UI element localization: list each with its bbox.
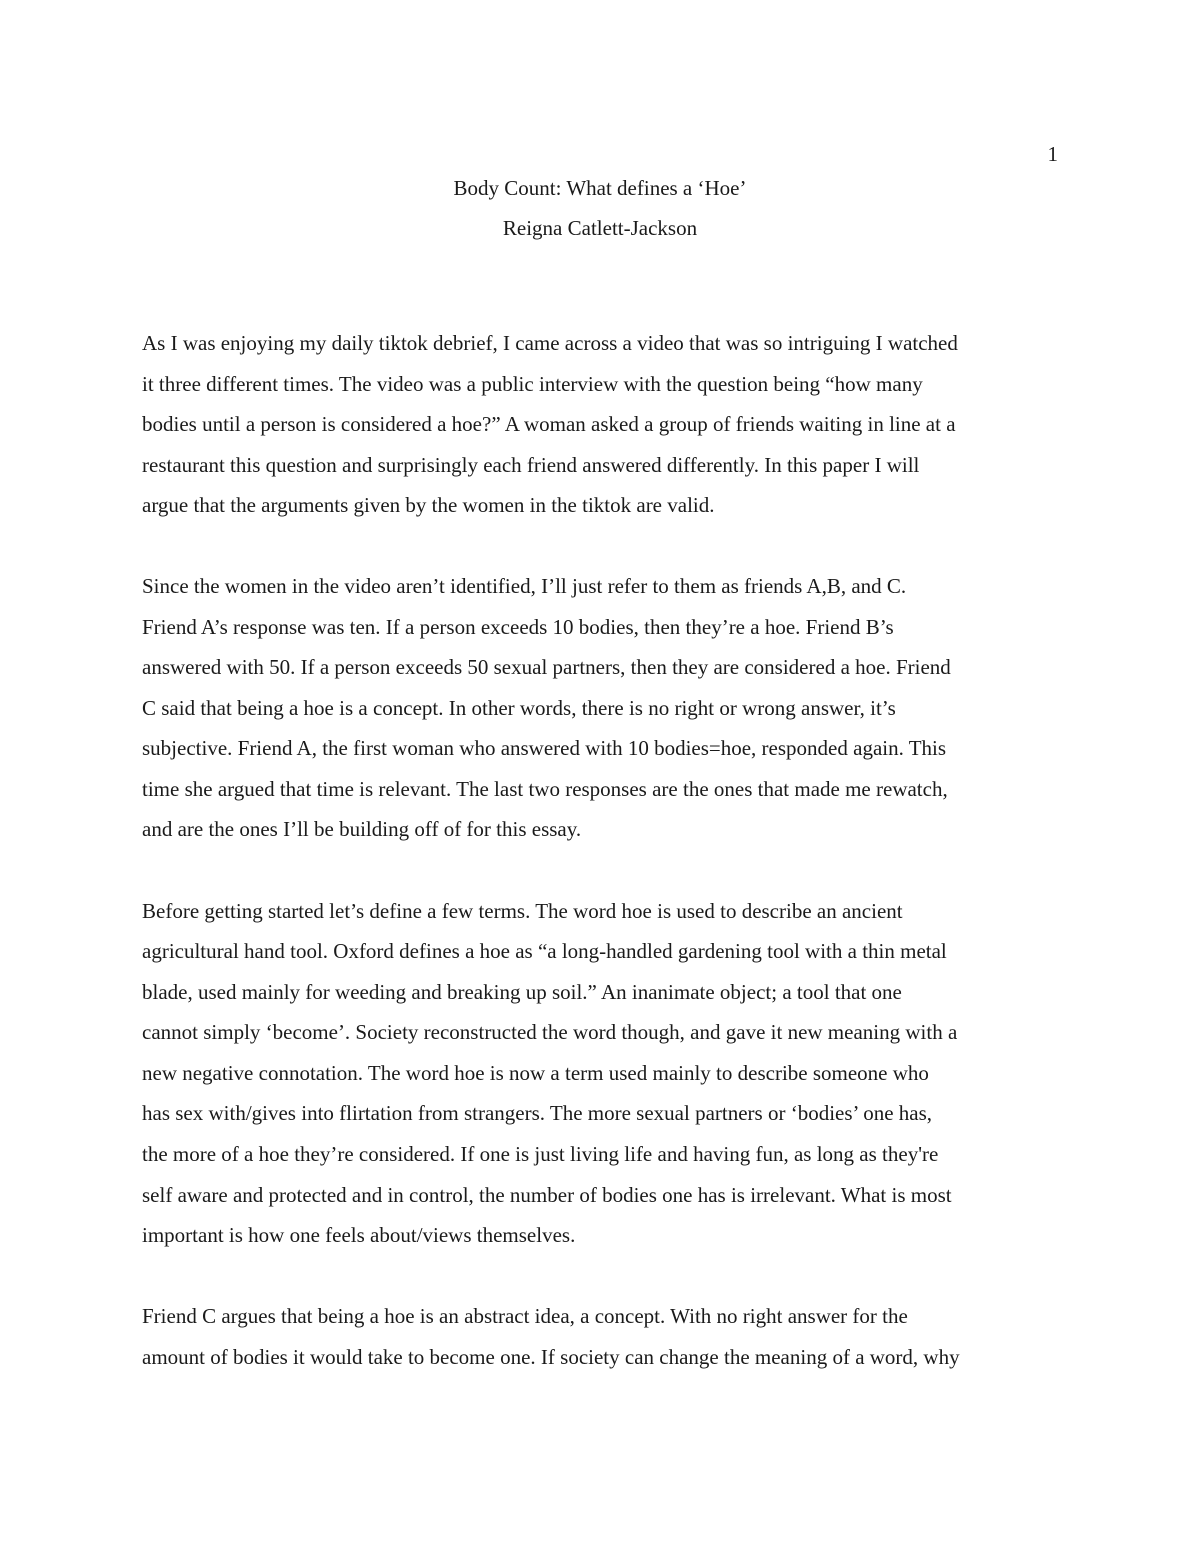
text-line: amount of bodies it would take to become one. If society can change the meaning of a word, why (142, 1345, 960, 1369)
text-line: restaurant this question and surprisingly each friend answered differently. In this paper I will (142, 453, 920, 477)
text-line: subjective. Friend A, the first woman who answered with 10 bodies=hoe, responded again. This (142, 736, 947, 760)
text-line: Friend A’s response was ten. If a person exceeds 10 bodies, then they’re a hoe. Friend B’s (142, 615, 894, 639)
text-line: Friend C argues that being a hoe is an abstract idea, a concept. With no right answer for the (142, 1304, 908, 1328)
document-title: Body Count: What defines a ‘Hoe’ (453, 176, 747, 200)
text-line: it three different times. The video was a public interview with the question being “how many (142, 372, 923, 396)
text-line: blade, used mainly for weeding and breaking up soil.” An inanimate object; a tool that one (142, 980, 902, 1004)
text-line: C said that being a hoe is a concept. In other words, there is no right or wrong answer, it’s (142, 696, 896, 720)
text-line: and are the ones I’ll be building off of for this essay. (142, 817, 582, 841)
text-line: As I was enjoying my daily tiktok debrief, I came across a video that was so intriguing I watched (142, 331, 958, 355)
text-line: new negative connotation. The word hoe is now a term used mainly to describe someone who (142, 1061, 929, 1085)
author-name: Reigna Catlett-Jackson (502, 216, 698, 240)
text-line: Since the women in the video aren’t identified, I’ll just refer to them as friends A,B, and C. (142, 574, 907, 598)
text-line: answered with 50. If a person exceeds 50 sexual partners, then they are considered a hoe. Friend (142, 655, 951, 679)
title-block (142, 168, 1058, 248)
text-line: self aware and protected and in control, the number of bodies one has is irrelevant. What is most (142, 1183, 952, 1207)
text-line: time she argued that time is relevant. The last two responses are the ones that made me rewatch, (142, 777, 948, 801)
text-line: the more of a hoe they’re considered. If one is just living life and having fun, as long as they're (142, 1142, 939, 1166)
text-line: bodies until a person is considered a hoe?” A woman asked a group of friends waiting in line at a (142, 412, 956, 436)
text-line: argue that the arguments given by the women in the tiktok are valid. (142, 493, 715, 517)
text-line: Before getting started let’s define a few terms. The word hoe is used to describe an ancient (142, 899, 903, 923)
text-line: agricultural hand tool. Oxford defines a hoe as “a long-handled gardening tool with a thin metal (142, 939, 947, 963)
text-line: cannot simply ‘become’. Society reconstructed the word though, and gave it new meaning with a (142, 1020, 958, 1044)
text-line: has sex with/gives into flirtation from strangers. The more sexual partners or ‘bodies’ one has, (142, 1101, 933, 1125)
text-line: important is how one feels about/views themselves. (142, 1223, 576, 1247)
page-number: 1 (1047, 142, 1058, 166)
